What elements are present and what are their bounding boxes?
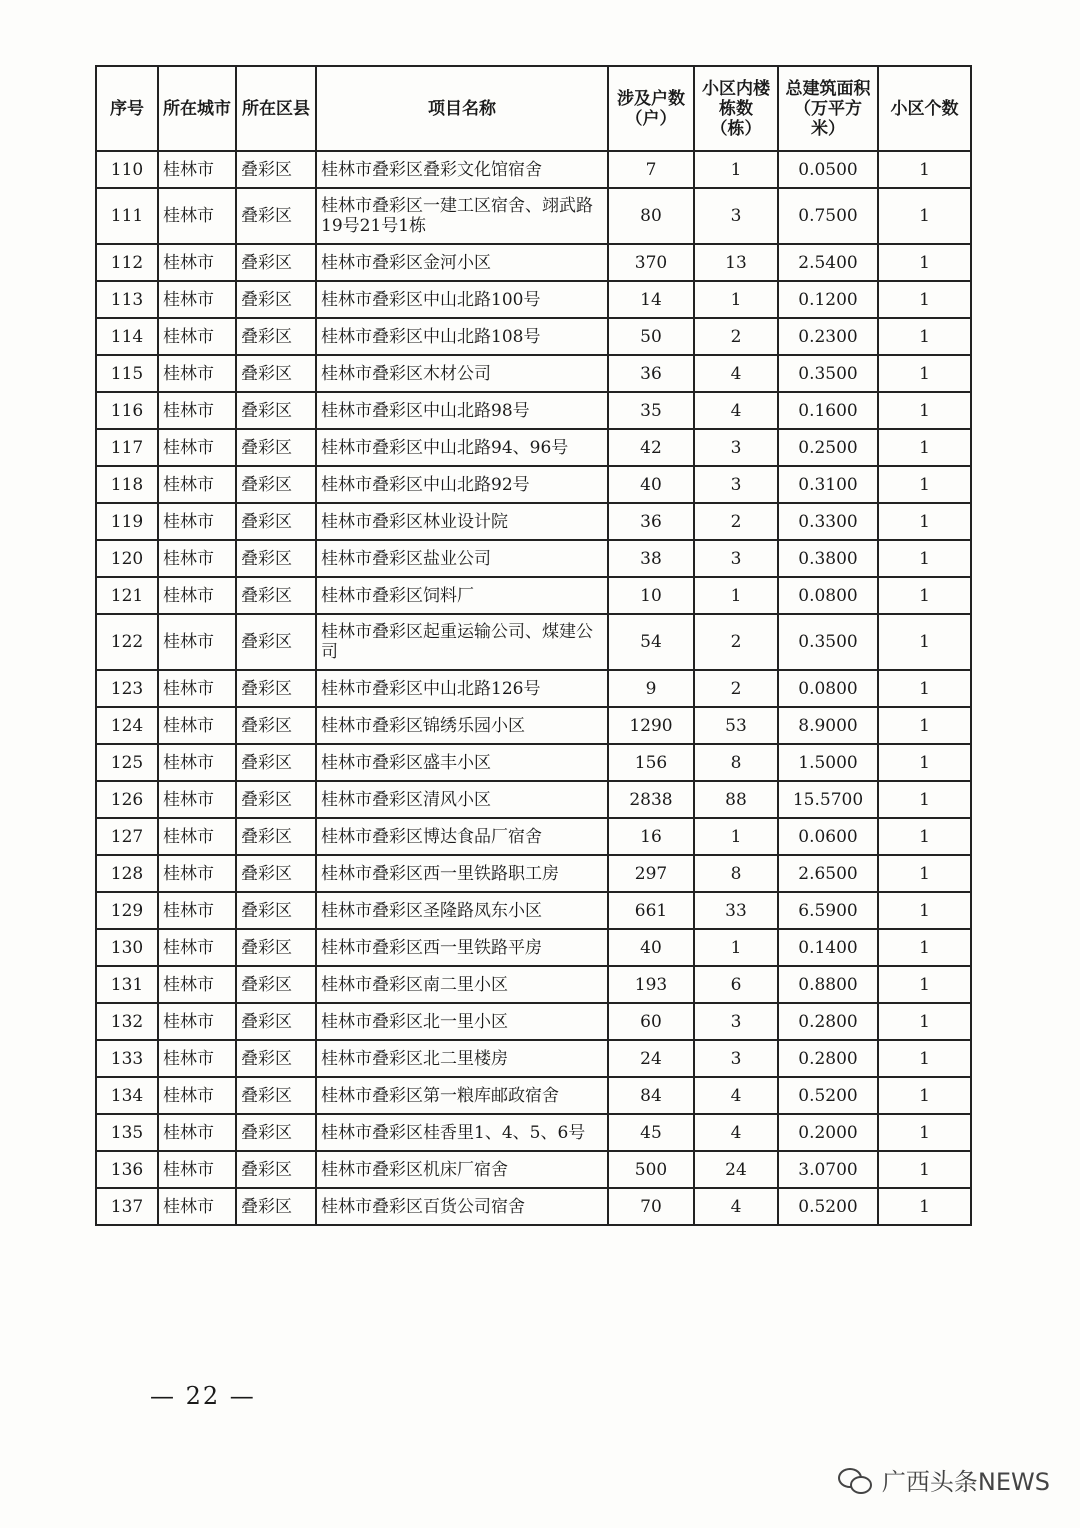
- table-row: [96, 540, 971, 577]
- row-index: 121: [96, 577, 158, 614]
- row-community-count: 1: [878, 281, 971, 318]
- row-district: 叠彩区: [236, 855, 316, 892]
- row-district: 叠彩区: [236, 1003, 316, 1040]
- row-community-count: 1: [878, 614, 971, 670]
- row-city: 桂林市: [158, 1040, 236, 1077]
- table-row: [96, 929, 971, 966]
- header-city: 所在城市: [158, 66, 236, 151]
- row-floor-area: 0.0800: [778, 577, 878, 614]
- row-community-count: 1: [878, 188, 971, 244]
- row-city: 桂林市: [158, 892, 236, 929]
- row-buildings: 53: [694, 707, 778, 744]
- row-project-name: 桂林市叠彩区中山北路98号: [316, 392, 608, 429]
- row-buildings: 1: [694, 281, 778, 318]
- row-district: 叠彩区: [236, 614, 316, 670]
- row-floor-area: 0.2800: [778, 1003, 878, 1040]
- row-floor-area: 6.5900: [778, 892, 878, 929]
- row-floor-area: 0.2300: [778, 318, 878, 355]
- row-project-name: 桂林市叠彩区饲料厂: [316, 577, 608, 614]
- row-index: 135: [96, 1114, 158, 1151]
- row-district: 叠彩区: [236, 503, 316, 540]
- watermark-text: 广西头条NEWS: [881, 1468, 1050, 1496]
- row-city: 桂林市: [158, 188, 236, 244]
- row-project-name: 桂林市叠彩区中山北路108号: [316, 318, 608, 355]
- row-floor-area: 0.1200: [778, 281, 878, 318]
- row-city: 桂林市: [158, 1151, 236, 1188]
- row-district: 叠彩区: [236, 670, 316, 707]
- table-row: [96, 281, 971, 318]
- row-city: 桂林市: [158, 781, 236, 818]
- row-district: 叠彩区: [236, 1188, 316, 1225]
- row-floor-area: 0.3500: [778, 614, 878, 670]
- row-buildings: 4: [694, 355, 778, 392]
- row-district: 叠彩区: [236, 892, 316, 929]
- row-buildings: 3: [694, 466, 778, 503]
- row-households: 38: [608, 540, 694, 577]
- row-project-name: 桂林市叠彩区南二里小区: [316, 966, 608, 1003]
- row-project-name: 桂林市叠彩区一建工区宿舍、翊武路19号21号1栋: [316, 188, 608, 244]
- row-project-name: 桂林市叠彩区中山北路100号: [316, 281, 608, 318]
- row-community-count: 1: [878, 744, 971, 781]
- row-buildings: 3: [694, 188, 778, 244]
- row-index: 122: [96, 614, 158, 670]
- row-project-name: 桂林市叠彩区博达食品厂宿舍: [316, 818, 608, 855]
- table-row: [96, 355, 971, 392]
- row-floor-area: 0.7500: [778, 188, 878, 244]
- row-households: 80: [608, 188, 694, 244]
- row-index: 110: [96, 151, 158, 188]
- row-buildings: 4: [694, 1077, 778, 1114]
- row-district: 叠彩区: [236, 188, 316, 244]
- row-district: 叠彩区: [236, 929, 316, 966]
- row-households: 14: [608, 281, 694, 318]
- row-buildings: 3: [694, 1003, 778, 1040]
- table-row: [96, 670, 971, 707]
- header-buildings: 小区内楼栋数（栋）: [694, 66, 778, 151]
- row-community-count: 1: [878, 707, 971, 744]
- row-project-name: 桂林市叠彩区西一里铁路平房: [316, 929, 608, 966]
- row-floor-area: 0.1400: [778, 929, 878, 966]
- row-district: 叠彩区: [236, 540, 316, 577]
- row-buildings: 1: [694, 577, 778, 614]
- row-buildings: 3: [694, 540, 778, 577]
- table-row: [96, 781, 971, 818]
- row-buildings: 4: [694, 1114, 778, 1151]
- row-city: 桂林市: [158, 540, 236, 577]
- row-households: 24: [608, 1040, 694, 1077]
- row-floor-area: 0.2500: [778, 429, 878, 466]
- row-district: 叠彩区: [236, 781, 316, 818]
- row-district: 叠彩区: [236, 1077, 316, 1114]
- row-households: 156: [608, 744, 694, 781]
- row-floor-area: 0.1600: [778, 392, 878, 429]
- row-households: 500: [608, 1151, 694, 1188]
- table-row: [96, 707, 971, 744]
- row-floor-area: 0.3500: [778, 355, 878, 392]
- row-index: 130: [96, 929, 158, 966]
- row-community-count: 1: [878, 966, 971, 1003]
- row-index: 125: [96, 744, 158, 781]
- table-row: [96, 151, 971, 188]
- table-row: [96, 577, 971, 614]
- row-community-count: 1: [878, 1188, 971, 1225]
- row-project-name: 桂林市叠彩区西一里铁路职工房: [316, 855, 608, 892]
- table-row: [96, 855, 971, 892]
- table-row: [96, 1188, 971, 1225]
- row-index: 113: [96, 281, 158, 318]
- row-buildings: 3: [694, 429, 778, 466]
- row-floor-area: 1.5000: [778, 744, 878, 781]
- row-index: 131: [96, 966, 158, 1003]
- row-index: 115: [96, 355, 158, 392]
- row-project-name: 桂林市叠彩区盛丰小区: [316, 744, 608, 781]
- row-project-name: 桂林市叠彩区锦绣乐园小区: [316, 707, 608, 744]
- row-district: 叠彩区: [236, 466, 316, 503]
- header-households: 涉及户数（户）: [608, 66, 694, 151]
- table-row: [96, 892, 971, 929]
- row-community-count: 1: [878, 929, 971, 966]
- row-households: 54: [608, 614, 694, 670]
- row-city: 桂林市: [158, 429, 236, 466]
- row-community-count: 1: [878, 466, 971, 503]
- row-floor-area: 15.5700: [778, 781, 878, 818]
- row-households: 370: [608, 244, 694, 281]
- row-community-count: 1: [878, 855, 971, 892]
- row-district: 叠彩区: [236, 818, 316, 855]
- row-project-name: 桂林市叠彩区百货公司宿舍: [316, 1188, 608, 1225]
- table-row: [96, 614, 971, 670]
- row-households: 1290: [608, 707, 694, 744]
- row-project-name: 桂林市叠彩区北一里小区: [316, 1003, 608, 1040]
- row-community-count: 1: [878, 670, 971, 707]
- table-row: [96, 744, 971, 781]
- row-floor-area: 0.3100: [778, 466, 878, 503]
- row-city: 桂林市: [158, 966, 236, 1003]
- row-index: 123: [96, 670, 158, 707]
- row-floor-area: 0.0800: [778, 670, 878, 707]
- table-body: [96, 151, 971, 1225]
- row-index: 124: [96, 707, 158, 744]
- row-buildings: 1: [694, 151, 778, 188]
- header-community-count: 小区个数: [878, 66, 971, 151]
- row-city: 桂林市: [158, 855, 236, 892]
- header-floor-area: 总建筑面积（万平方米）: [778, 66, 878, 151]
- row-district: 叠彩区: [236, 1114, 316, 1151]
- row-households: 36: [608, 355, 694, 392]
- row-buildings: 4: [694, 392, 778, 429]
- row-index: 136: [96, 1151, 158, 1188]
- row-buildings: 8: [694, 855, 778, 892]
- header-district: 所在区县: [236, 66, 316, 151]
- row-index: 128: [96, 855, 158, 892]
- row-households: 297: [608, 855, 694, 892]
- row-households: 60: [608, 1003, 694, 1040]
- row-index: 111: [96, 188, 158, 244]
- row-project-name: 桂林市叠彩区北二里楼房: [316, 1040, 608, 1077]
- row-index: 117: [96, 429, 158, 466]
- row-district: 叠彩区: [236, 1151, 316, 1188]
- row-city: 桂林市: [158, 281, 236, 318]
- row-index: 134: [96, 1077, 158, 1114]
- row-households: 35: [608, 392, 694, 429]
- row-buildings: 3: [694, 1040, 778, 1077]
- row-households: 42: [608, 429, 694, 466]
- row-floor-area: 2.5400: [778, 244, 878, 281]
- wechat-icon: [838, 1466, 874, 1494]
- row-city: 桂林市: [158, 1188, 236, 1225]
- row-index: 112: [96, 244, 158, 281]
- row-community-count: 1: [878, 355, 971, 392]
- row-buildings: 6: [694, 966, 778, 1003]
- row-project-name: 桂林市叠彩区盐业公司: [316, 540, 608, 577]
- row-community-count: 1: [878, 892, 971, 929]
- row-district: 叠彩区: [236, 577, 316, 614]
- row-project-name: 桂林市叠彩区木材公司: [316, 355, 608, 392]
- header-project-name: 项目名称: [316, 66, 608, 151]
- row-district: 叠彩区: [236, 429, 316, 466]
- row-city: 桂林市: [158, 466, 236, 503]
- row-index: 114: [96, 318, 158, 355]
- row-buildings: 8: [694, 744, 778, 781]
- row-community-count: 1: [878, 1151, 971, 1188]
- row-community-count: 1: [878, 1114, 971, 1151]
- table-header-row: [96, 66, 971, 151]
- row-floor-area: 0.2000: [778, 1114, 878, 1151]
- table-row: [96, 392, 971, 429]
- row-households: 16: [608, 818, 694, 855]
- row-buildings: 24: [694, 1151, 778, 1188]
- row-city: 桂林市: [158, 818, 236, 855]
- row-floor-area: 0.3300: [778, 503, 878, 540]
- row-district: 叠彩区: [236, 355, 316, 392]
- row-buildings: 4: [694, 1188, 778, 1225]
- row-city: 桂林市: [158, 1003, 236, 1040]
- row-community-count: 1: [878, 151, 971, 188]
- row-index: 118: [96, 466, 158, 503]
- row-buildings: 33: [694, 892, 778, 929]
- project-table: [95, 65, 972, 1226]
- row-index: 120: [96, 540, 158, 577]
- row-community-count: 1: [878, 1003, 971, 1040]
- row-district: 叠彩区: [236, 244, 316, 281]
- row-city: 桂林市: [158, 614, 236, 670]
- row-district: 叠彩区: [236, 151, 316, 188]
- table-row: [96, 818, 971, 855]
- row-households: 40: [608, 466, 694, 503]
- row-project-name: 桂林市叠彩区圣隆路凤东小区: [316, 892, 608, 929]
- row-city: 桂林市: [158, 577, 236, 614]
- table-row: [96, 429, 971, 466]
- row-households: 36: [608, 503, 694, 540]
- row-project-name: 桂林市叠彩区清风小区: [316, 781, 608, 818]
- row-floor-area: 2.6500: [778, 855, 878, 892]
- row-community-count: 1: [878, 503, 971, 540]
- row-community-count: 1: [878, 1040, 971, 1077]
- row-district: 叠彩区: [236, 281, 316, 318]
- row-households: 40: [608, 929, 694, 966]
- row-project-name: 桂林市叠彩区机床厂宿舍: [316, 1151, 608, 1188]
- table-row: [96, 466, 971, 503]
- table-row: [96, 244, 971, 281]
- row-project-name: 桂林市叠彩区起重运输公司、煤建公司: [316, 614, 608, 670]
- page-number: — 22 —: [150, 1382, 256, 1410]
- row-floor-area: 3.0700: [778, 1151, 878, 1188]
- row-index: 116: [96, 392, 158, 429]
- row-district: 叠彩区: [236, 318, 316, 355]
- row-city: 桂林市: [158, 355, 236, 392]
- row-index: 127: [96, 818, 158, 855]
- row-district: 叠彩区: [236, 966, 316, 1003]
- row-community-count: 1: [878, 1077, 971, 1114]
- row-city: 桂林市: [158, 707, 236, 744]
- row-floor-area: 0.3800: [778, 540, 878, 577]
- row-index: 132: [96, 1003, 158, 1040]
- row-households: 70: [608, 1188, 694, 1225]
- row-community-count: 1: [878, 781, 971, 818]
- row-city: 桂林市: [158, 929, 236, 966]
- row-index: 133: [96, 1040, 158, 1077]
- table-row: [96, 1040, 971, 1077]
- row-community-count: 1: [878, 318, 971, 355]
- row-households: 50: [608, 318, 694, 355]
- row-district: 叠彩区: [236, 744, 316, 781]
- row-floor-area: 8.9000: [778, 707, 878, 744]
- row-city: 桂林市: [158, 503, 236, 540]
- table-row: [96, 1114, 971, 1151]
- row-index: 119: [96, 503, 158, 540]
- row-index: 126: [96, 781, 158, 818]
- row-households: 7: [608, 151, 694, 188]
- row-project-name: 桂林市叠彩区桂香里1、4、5、6号: [316, 1114, 608, 1151]
- row-households: 2838: [608, 781, 694, 818]
- row-community-count: 1: [878, 577, 971, 614]
- row-buildings: 13: [694, 244, 778, 281]
- table-row: [96, 1077, 971, 1114]
- row-district: 叠彩区: [236, 707, 316, 744]
- row-buildings: 2: [694, 614, 778, 670]
- row-project-name: 桂林市叠彩区林业设计院: [316, 503, 608, 540]
- row-project-name: 桂林市叠彩区金河小区: [316, 244, 608, 281]
- row-city: 桂林市: [158, 1077, 236, 1114]
- table-row: [96, 188, 971, 244]
- row-project-name: 桂林市叠彩区第一粮库邮政宿舍: [316, 1077, 608, 1114]
- row-households: 661: [608, 892, 694, 929]
- row-buildings: 88: [694, 781, 778, 818]
- row-district: 叠彩区: [236, 392, 316, 429]
- row-buildings: 2: [694, 503, 778, 540]
- watermark: [838, 1462, 1050, 1497]
- row-city: 桂林市: [158, 670, 236, 707]
- row-city: 桂林市: [158, 744, 236, 781]
- row-community-count: 1: [878, 244, 971, 281]
- table-row: [96, 966, 971, 1003]
- row-floor-area: 0.0500: [778, 151, 878, 188]
- row-floor-area: 0.5200: [778, 1188, 878, 1225]
- row-households: 45: [608, 1114, 694, 1151]
- table-row: [96, 318, 971, 355]
- row-households: 10: [608, 577, 694, 614]
- row-households: 84: [608, 1077, 694, 1114]
- row-index: 129: [96, 892, 158, 929]
- row-community-count: 1: [878, 392, 971, 429]
- row-households: 9: [608, 670, 694, 707]
- row-floor-area: 0.8800: [778, 966, 878, 1003]
- row-project-name: 桂林市叠彩区中山北路92号: [316, 466, 608, 503]
- table-row: [96, 503, 971, 540]
- row-buildings: 2: [694, 318, 778, 355]
- row-community-count: 1: [878, 429, 971, 466]
- row-buildings: 1: [694, 818, 778, 855]
- row-floor-area: 0.0600: [778, 818, 878, 855]
- row-city: 桂林市: [158, 1114, 236, 1151]
- row-floor-area: 0.2800: [778, 1040, 878, 1077]
- row-project-name: 桂林市叠彩区中山北路94、96号: [316, 429, 608, 466]
- row-project-name: 桂林市叠彩区中山北路126号: [316, 670, 608, 707]
- row-buildings: 2: [694, 670, 778, 707]
- row-city: 桂林市: [158, 392, 236, 429]
- table-row: [96, 1003, 971, 1040]
- row-community-count: 1: [878, 818, 971, 855]
- row-city: 桂林市: [158, 151, 236, 188]
- row-project-name: 桂林市叠彩区叠彩文化馆宿舍: [316, 151, 608, 188]
- table-row: [96, 1151, 971, 1188]
- row-floor-area: 0.5200: [778, 1077, 878, 1114]
- row-index: 137: [96, 1188, 158, 1225]
- row-households: 193: [608, 966, 694, 1003]
- row-district: 叠彩区: [236, 1040, 316, 1077]
- row-community-count: 1: [878, 540, 971, 577]
- header-index: 序号: [96, 66, 158, 151]
- row-city: 桂林市: [158, 244, 236, 281]
- row-city: 桂林市: [158, 318, 236, 355]
- row-buildings: 1: [694, 929, 778, 966]
